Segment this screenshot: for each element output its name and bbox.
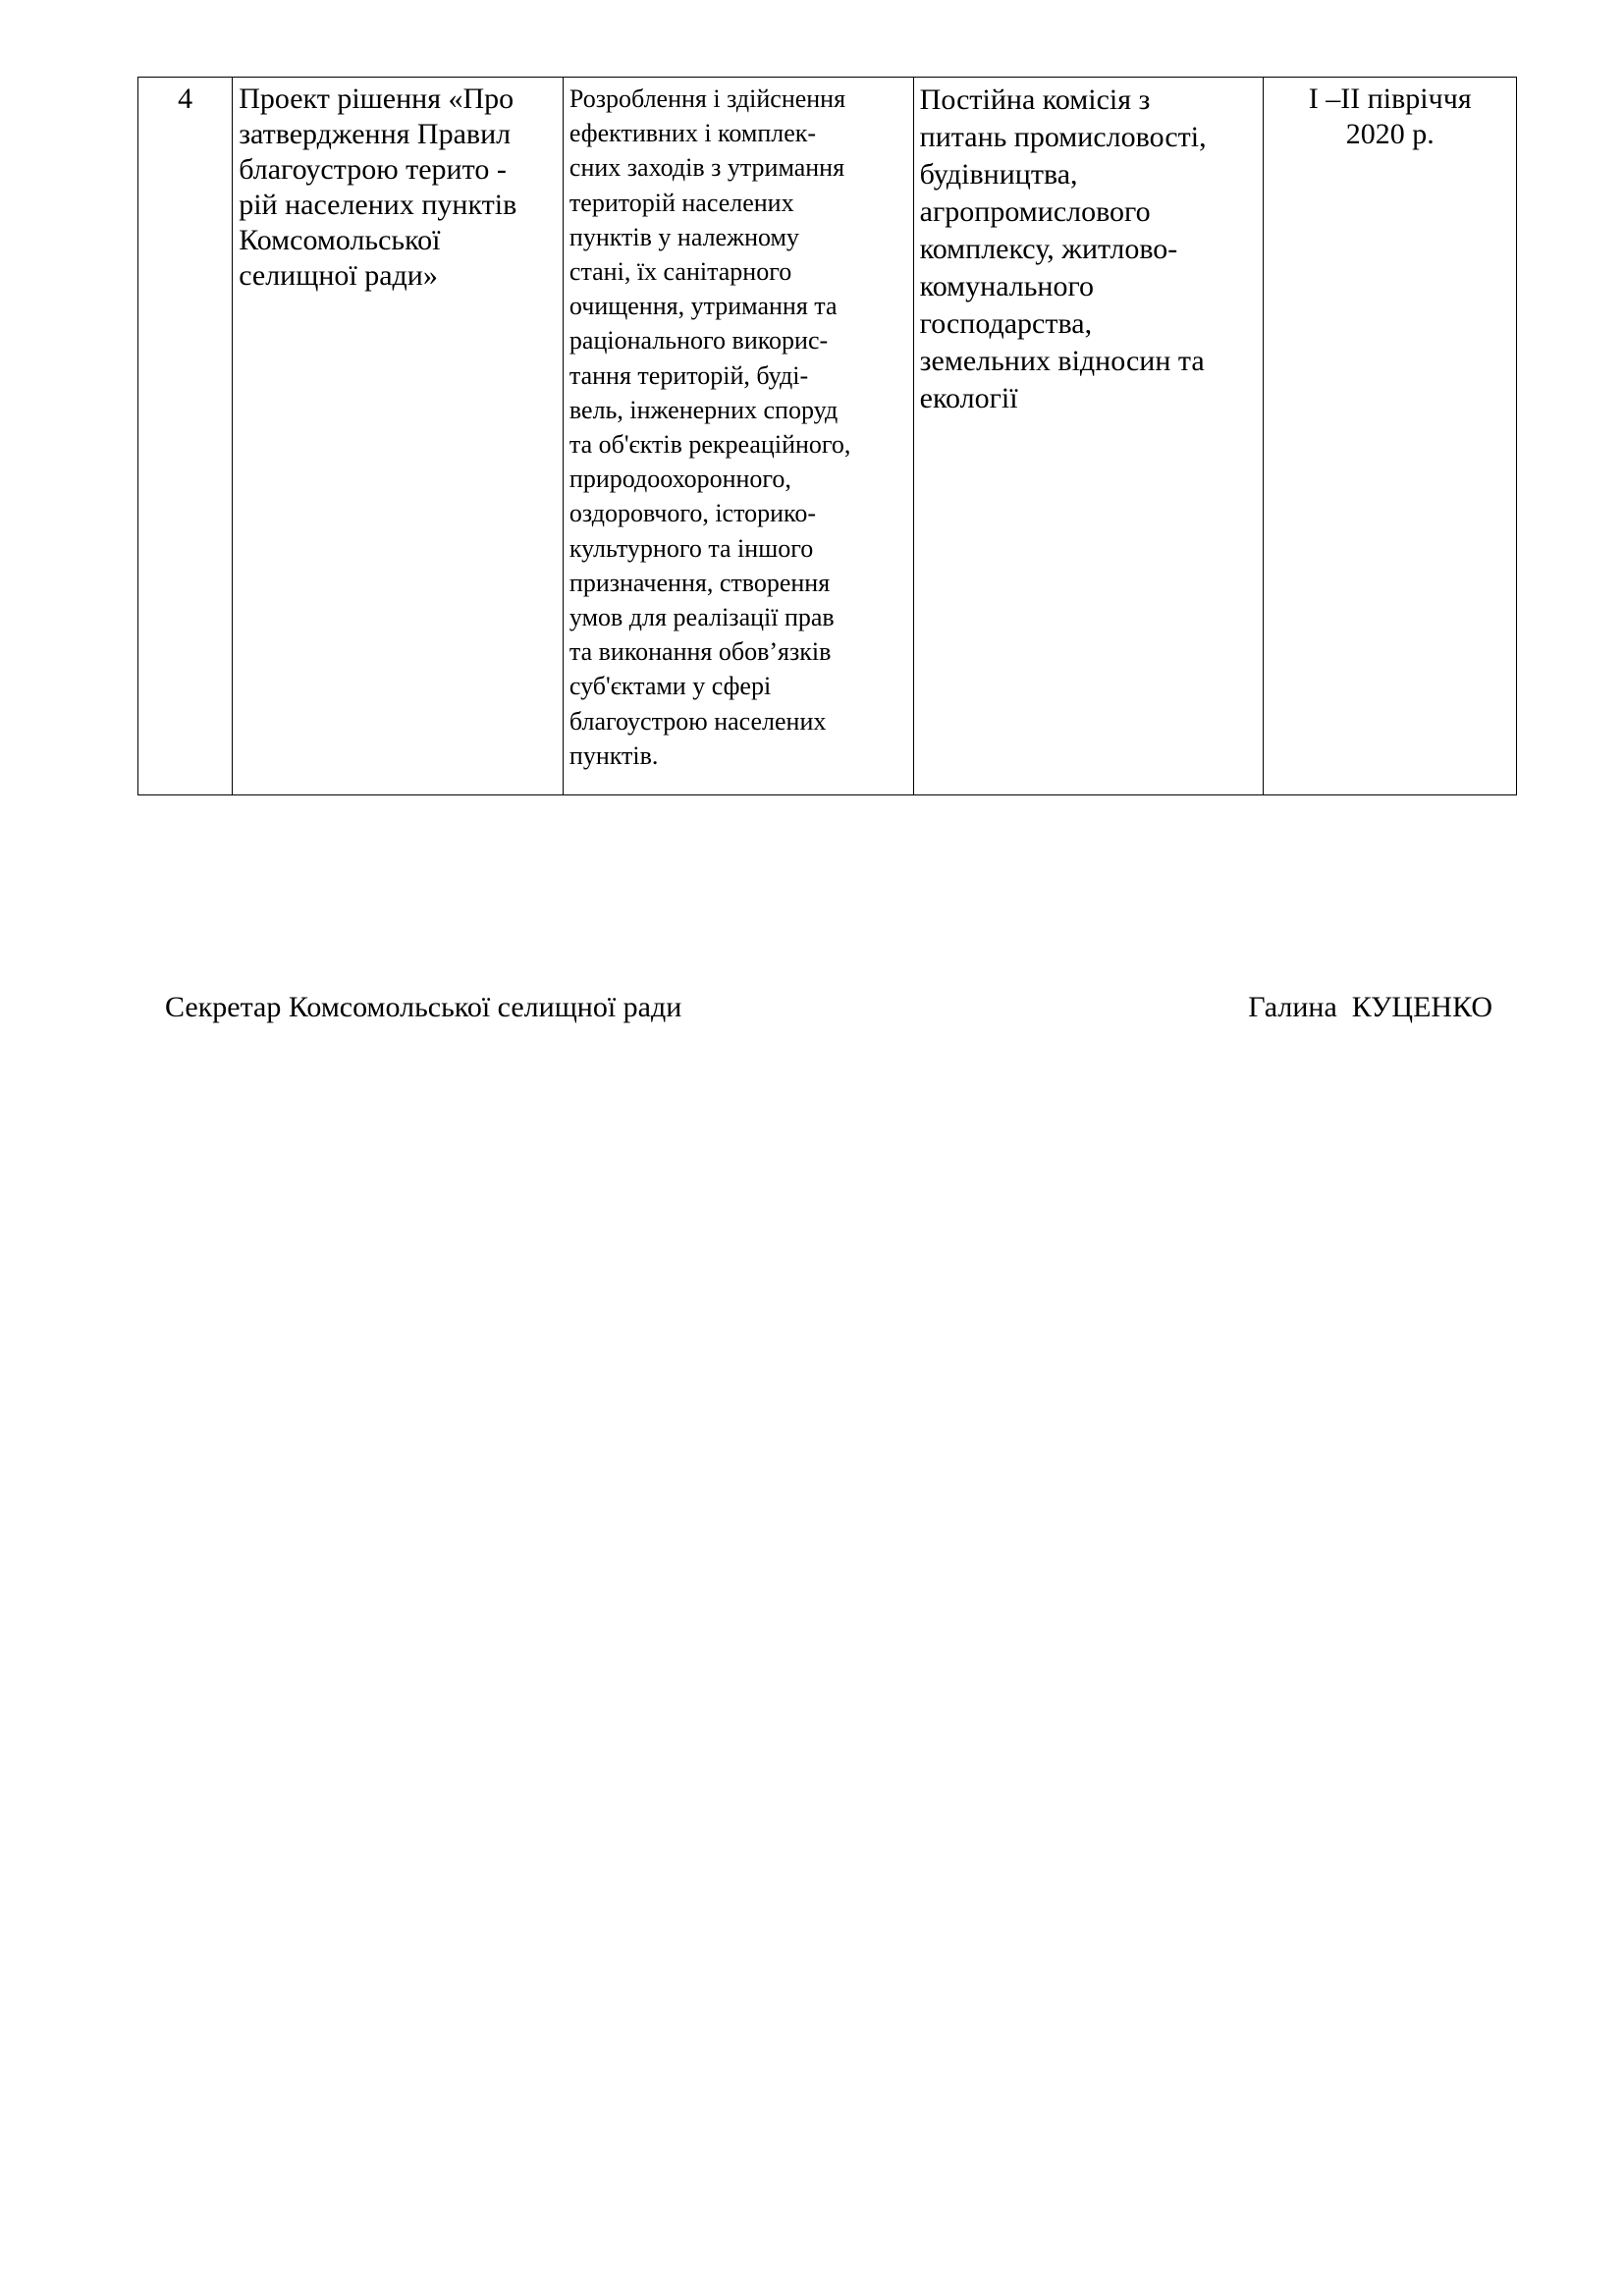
- document-description: Розроблення і здійснення ефективних і комплек- сних заходів з утримання територій населених пунктів у належному стані, їх санітарного очищення, утримання та раціонального викорис- тання територій, буді- вель, інженерних споруд та об'єктів рекреаційного, природоохоронного, оздоровчого, історико- культурного та іншого призначення, створення умов для реалізації прав та виконання обов’язків суб'єктами у сфері благоустрою населених пунктів.: [568, 84, 851, 770]
- description-cell: [563, 78, 913, 795]
- term-cell: [1264, 78, 1517, 795]
- signatory-name: Галина КУЦЕНКО: [1248, 991, 1492, 1023]
- responsible-commission: Постійна комісія з питань промисловості, будівництва, агропромислового комплексу, житлово- комунального господарства, земельних відносин та екології: [919, 83, 1207, 414]
- row-number-cell: [138, 78, 233, 795]
- document-title: Проект рішення «Про затвердження Правил благоустрою терито - рій населених пунктів Комсомольської селищної ради»: [239, 82, 517, 292]
- term-period: І –ІІ півріччя 2020 р.: [1308, 82, 1472, 150]
- plan-table: [137, 77, 1517, 795]
- document-cell: [233, 78, 564, 795]
- responsible-cell: [913, 78, 1264, 795]
- table-row: [138, 78, 1517, 795]
- signatory-position: Секретар Комсомольської селищної ради: [165, 991, 682, 1023]
- row-number: 4: [178, 82, 193, 115]
